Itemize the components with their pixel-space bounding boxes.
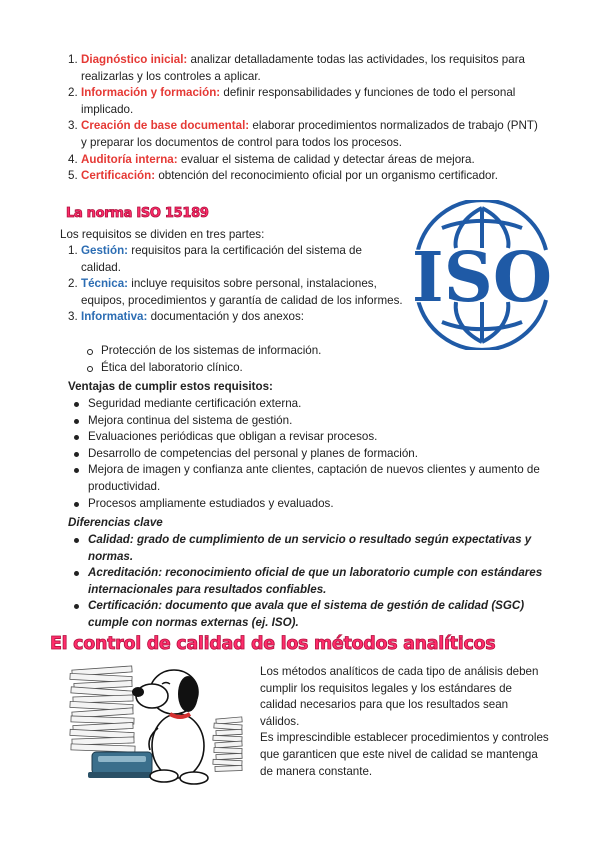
iso-part-text: requisitos para la certificación del sistema de calidad. [81,244,362,274]
bullet-icon [74,435,79,440]
bullet-icon [74,502,79,507]
iso-part-item: 3. Informativa: documentación y dos anexos: [68,310,304,324]
steps-list [68,52,538,185]
advantages-list [74,396,544,512]
advantage-item: Mejora de imagen y confianza ante clientes, captación de nuevos clientes y aumento de productividad. [74,462,544,495]
iso-part-text: documentación y dos anexos: [147,310,304,324]
step-text: analizar detalladamente todas las actividades, los requisitos para realizarlas y los controles a aplicar. [81,53,525,83]
advantage-item: Seguridad mediante certificación externa. [74,396,544,413]
difference-item: Acreditación: reconocimiento oficial de que un laboratorio cumple con estándares internacionales para resultados confiables. [74,565,550,598]
circle-bullet-icon [87,366,93,372]
step-text: obtención del reconocimiento oficial por un organismo certificador. [155,169,498,183]
advantage-item: Procesos ampliamente estudiados y evaluados. [74,496,544,513]
iso-part-term: Informativa: [81,310,148,324]
qc-text [260,664,550,780]
step-item: 1. Diagnóstico inicial: analizar detalladamente todas las actividades, los requisitos para realizarlas y los controles a aplicar. [68,53,525,83]
iso-part-term: Gestión: [81,244,129,257]
snoopy-papers-illustration [66,658,246,788]
bullet-icon [74,571,79,576]
iso-part-term: Técnica: [81,277,129,291]
iso-intro: Los requisitos se dividen en tres partes: [60,228,265,241]
qc-section-title: El control de calidad de los métodos analíticos [50,634,496,654]
iso-part-item: 2. Técnica: incluye requisitos sobre personal, instalaciones, equipos, procedimientos y garantía de calidad de los informes. [68,277,403,307]
step-text: definir responsabilidades y funciones de todo el personal implicado. [81,86,516,116]
step-item: 3. Creación de base documental: elaborar procedimientos normalizados de trabajo (PNT) y preparar los documentos de control para todos los procesos. [68,119,538,149]
bullet-icon [74,402,79,407]
circle-bullet-icon [87,349,93,355]
step-term: Creación de base documental: [81,119,250,133]
step-item: 4. Auditoría interna: evaluar el sistema de calidad y detectar áreas de mejora. [68,152,475,166]
step-text: evaluar el sistema de calidad y detectar áreas de mejora. [177,152,475,166]
differences-list [74,532,550,632]
advantage-item: Desarrollo de competencias del personal y planes de formación. [74,446,544,463]
bullet-icon [74,604,79,609]
bullet-icon [74,468,79,473]
qc-paragraph-2: Es imprescindible establecer procedimientos y controles que garanticen que este nivel de calidad se mantenga de manera constante. [260,731,549,778]
step-term: Diagnóstico inicial: [81,53,188,66]
iso-parts-list [68,243,404,326]
advantage-item: Mejora continua del sistema de gestión. [74,413,544,430]
step-term: Certificación: [81,169,156,183]
step-text: elaborar procedimientos normalizados de trabajo (PNT) y preparar los documentos de control para todos los procesos. [81,119,538,149]
step-item: 2. Información y formación: definir responsabilidades y funciones de todo el personal implicado. [68,86,516,116]
bullet-icon [74,419,79,424]
iso-section-title: La norma ISO 15189 [66,206,209,221]
iso-part-item: 1. Gestión: requisitos para la certificación del sistema de calidad. [68,244,362,274]
bullet-icon [74,538,79,543]
difference-item: Calidad: grado de cumplimiento de un servicio o resultado según expectativas y normas. [74,532,550,565]
iso-logo-text: ISO [411,238,553,318]
step-term: Información y formación: [81,86,221,100]
iso-logo [398,200,566,350]
difference-item: Certificación: documento que avala que el sistema de gestión de calidad (SGC) cumple con normas externas (ej. ISO). [74,598,550,631]
advantages-title: Ventajas de cumplir estos requisitos: [68,380,273,393]
differences-title: Diferencias clave [68,516,163,529]
step-term: Auditoría interna: [81,152,178,166]
bullet-icon [74,452,79,457]
qc-paragraph-1: Los métodos analíticos de cada tipo de análisis deben cumplir los requisitos legales y los estándares de calidad necesarios para que los resultados sean válidos. [260,665,539,728]
iso-part-text: incluye requisitos sobre personal, instalaciones, equipos, procedimientos y garantía de calidad de los informes. [81,277,403,307]
advantage-item: Evaluaciones periódicas que obligan a revisar procesos. [74,429,544,446]
annex-item: Protección de los sistemas de información. [87,343,407,360]
annex-item: Ética del laboratorio clínico. [87,360,407,377]
step-item: 5. Certificación: obtención del reconocimiento oficial por un organismo certificador. [68,169,498,183]
annex-list [87,343,407,376]
